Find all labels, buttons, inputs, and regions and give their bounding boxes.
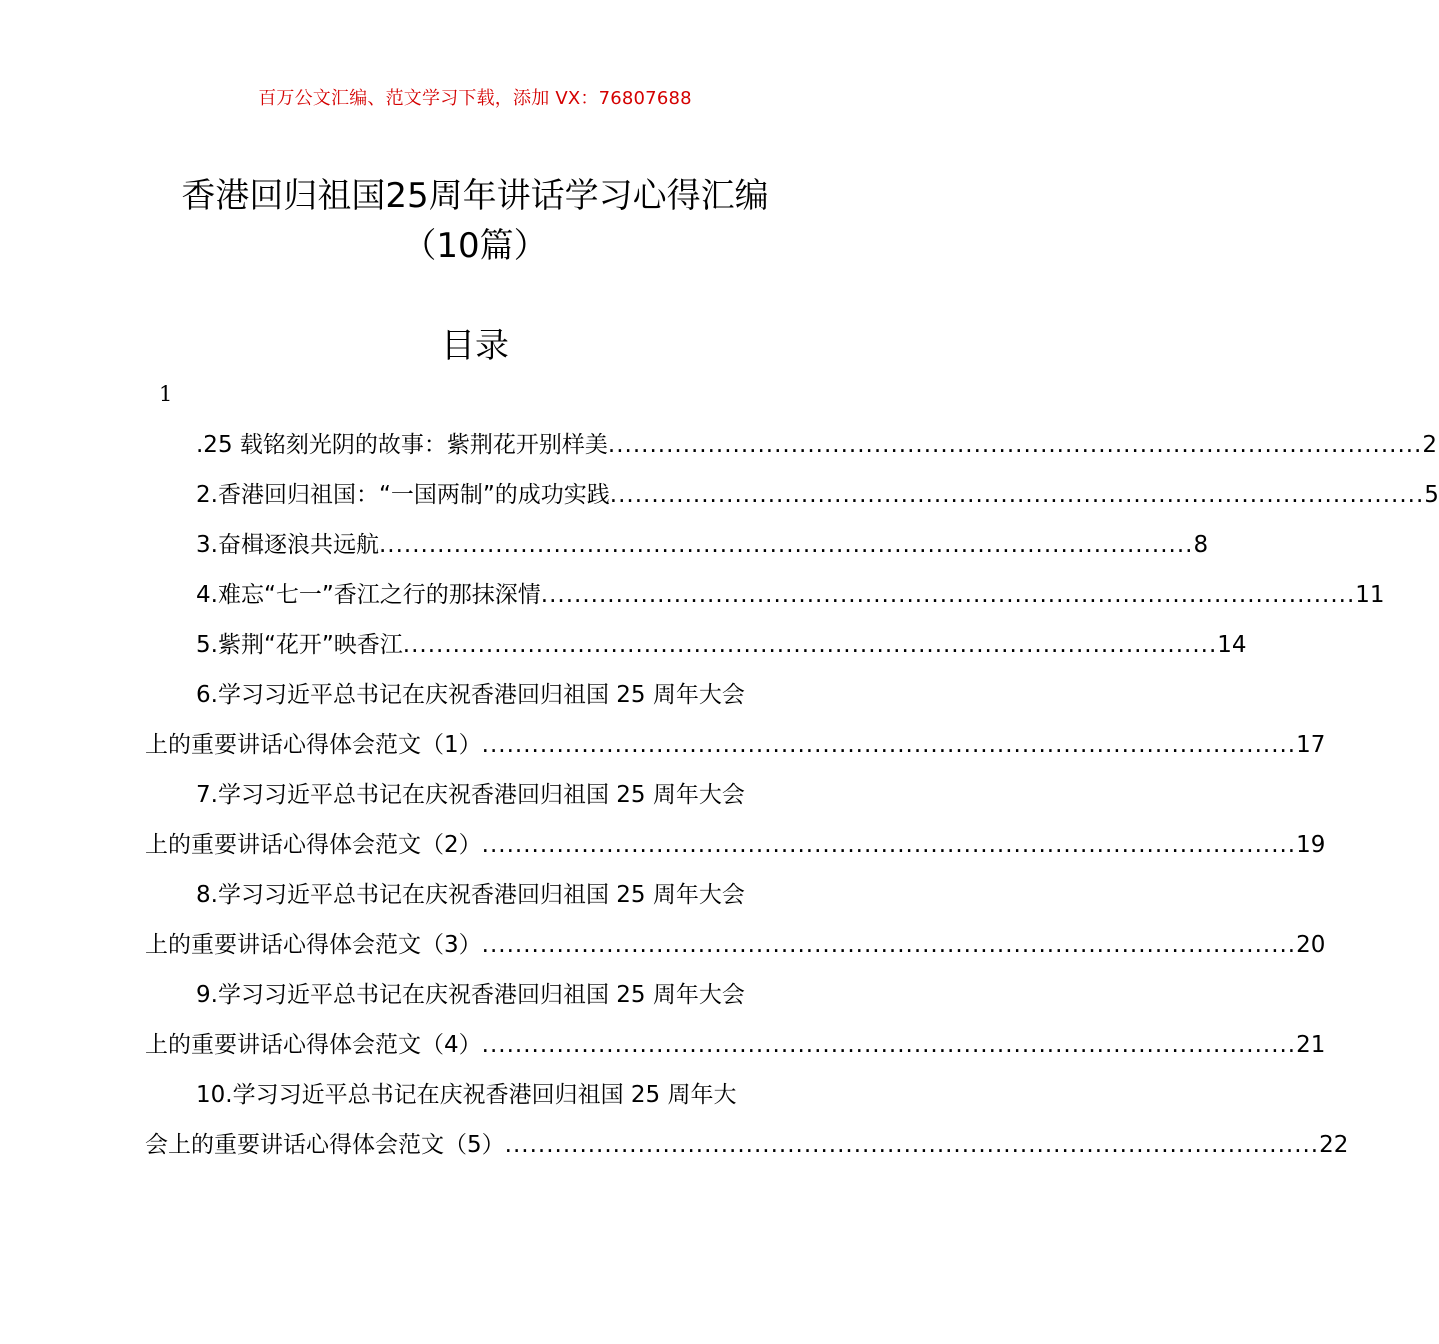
toc-page-number: 8 bbox=[1193, 532, 1209, 558]
document-title-line-1: 香港回归祖国25周年讲话学习心得汇编 bbox=[181, 176, 769, 216]
toc-page-number: 20 bbox=[1296, 932, 1326, 958]
toc-entry[interactable] bbox=[145, 620, 1247, 670]
toc-entry[interactable] bbox=[145, 670, 1326, 770]
toc-page-number: 19 bbox=[1296, 832, 1326, 858]
toc-entry-title: 10.学习习近平总书记在庆祝香港回归祖国 25 周年大 bbox=[196, 1082, 737, 1108]
toc-entry[interactable] bbox=[145, 520, 1209, 570]
dot-leader: .................................................................................................. bbox=[481, 732, 1297, 758]
toc-entry-title: 9.学习习近平总书记在庆祝香港回归祖国 25 周年大会 bbox=[196, 982, 745, 1008]
toc-entry-title: 7.学习习近平总书记在庆祝香港回归祖国 25 周年大会 bbox=[196, 782, 745, 808]
toc-entry[interactable] bbox=[145, 770, 1326, 870]
document-title-line-2: （10篇） bbox=[402, 226, 548, 266]
toc-entry-title: 5.紫荆“花开”映香江 bbox=[196, 632, 403, 658]
dot-leader: .................................................................................................. bbox=[481, 1032, 1297, 1058]
dot-leader: .................................................................................................. bbox=[540, 582, 1356, 608]
promo-header: 百万公文汇编、范文学习下载，添加 VX：76807688 bbox=[258, 88, 692, 109]
toc-entry[interactable] bbox=[145, 970, 1326, 1070]
toc-entry-title-continued: 会上的重要讲话心得体会范文（5） bbox=[145, 1132, 505, 1158]
dot-leader: .................................................................................................. bbox=[481, 932, 1297, 958]
toc-entry-title-continued: 上的重要讲话心得体会范文（3） bbox=[145, 932, 482, 958]
toc-page-number: 5 bbox=[1424, 482, 1439, 508]
toc-entry-title: 6.学习习近平总书记在庆祝香港回归祖国 25 周年大会 bbox=[196, 682, 745, 708]
dot-leader: .................................................................................................. bbox=[402, 632, 1218, 658]
toc-page-number: 21 bbox=[1296, 1032, 1326, 1058]
dot-leader: .................................................................................................. bbox=[481, 832, 1297, 858]
toc-list-marker: 1 bbox=[159, 382, 173, 406]
toc-entry-title: 8.学习习近平总书记在庆祝香港回归祖国 25 周年大会 bbox=[196, 882, 745, 908]
toc-entry-title: 2.香港回归祖国：“一国两制”的成功实践 bbox=[196, 482, 610, 508]
toc-page-number: 22 bbox=[1319, 1132, 1349, 1158]
dot-leader: .................................................................................................. bbox=[504, 1132, 1320, 1158]
toc-entry-title-continued: 上的重要讲话心得体会范文（4） bbox=[145, 1032, 482, 1058]
toc-entry[interactable] bbox=[145, 1070, 1349, 1170]
toc-page-number: 14 bbox=[1217, 632, 1247, 658]
dot-leader: .................................................................................................. bbox=[607, 432, 1423, 458]
toc-entry-title: 3.奋楫逐浪共远航 bbox=[196, 532, 379, 558]
toc-entry-title-continued: 上的重要讲话心得体会范文（1） bbox=[145, 732, 482, 758]
toc-heading: 目录 bbox=[441, 326, 509, 366]
toc-entry[interactable] bbox=[145, 470, 1439, 520]
toc-entry-title: .25 载铭刻光阴的故事：紫荆花开别样美 bbox=[196, 432, 608, 458]
toc-page-number: 2 bbox=[1422, 432, 1438, 458]
toc-entry[interactable] bbox=[145, 420, 1438, 470]
toc-page-number: 17 bbox=[1296, 732, 1326, 758]
toc-entry-title: 4.难忘“七一”香江之行的那抹深情 bbox=[196, 582, 541, 608]
dot-leader: .................................................................................................. bbox=[378, 532, 1194, 558]
toc-entry[interactable] bbox=[145, 870, 1326, 970]
toc-page-number: 11 bbox=[1355, 582, 1385, 608]
toc-entry[interactable] bbox=[145, 570, 1385, 620]
table-of-contents bbox=[145, 420, 1439, 1170]
toc-entry-title-continued: 上的重要讲话心得体会范文（2） bbox=[145, 832, 482, 858]
dot-leader: .................................................................................................. bbox=[609, 482, 1425, 508]
